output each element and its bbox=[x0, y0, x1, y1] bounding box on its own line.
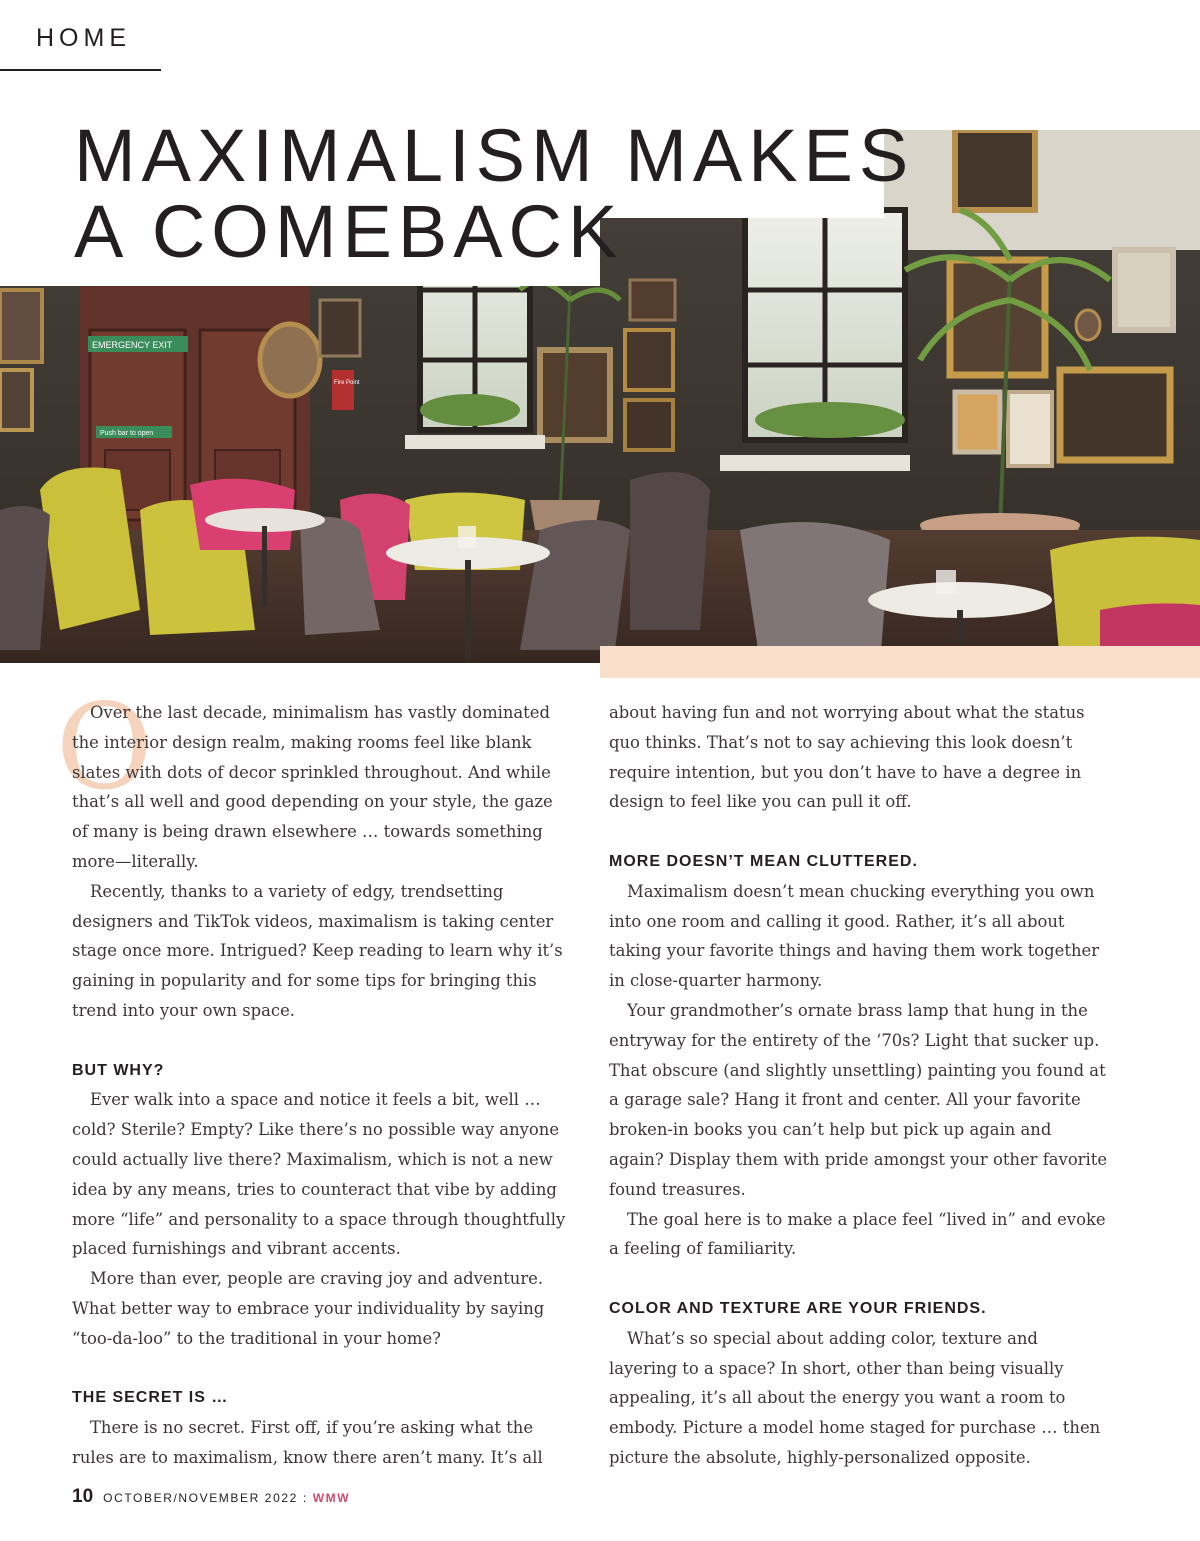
exit-sign-text: EMERGENCY EXIT bbox=[92, 340, 173, 350]
publication-brand: WMW bbox=[312, 1491, 351, 1505]
intro-paragraph-2: Recently, thanks to a variety of edgy, trendsetting designers and TikTok videos, maximalism is taking center stage once more. Intrigued? Keep reading to learn why it’s gaining in popularity and for some tips for bringing this trend into your own space. bbox=[72, 881, 563, 1020]
intro-paragraph-1: Over the last decade, minimalism has vastly dominated the interior design realm, making rooms feel like blank slates with dots of decor sprinkled throughout. And while that’s all well and good depending on your style, the gaze of many is being drawn elsewhere … towards something more—literally. bbox=[72, 703, 553, 871]
subhead-but-why: BUT WHY? bbox=[72, 1061, 165, 1079]
subhead-more-doesnt-mean-cluttered: MORE DOESN’T MEAN CLUTTERED. bbox=[609, 852, 918, 870]
secret-paragraph-continued: about having fun and not worrying about what the status quo thinks. That’s not to say achieving this look doesn’t require intention, but you don’t have to have a degree in design to feel like you can pull it off. bbox=[609, 703, 1085, 812]
cluttered-paragraph-1: Maximalism doesn’t mean chucking everything you own into one room and calling it good. Rather, it’s all about taking your favorite things and having them work together in close-quarter harmony. bbox=[609, 881, 1100, 991]
article-title bbox=[74, 114, 915, 273]
section-label: HOME bbox=[36, 24, 131, 52]
accent-band bbox=[600, 646, 1200, 678]
page-footer bbox=[72, 1486, 350, 1508]
color-texture-paragraph-1: What’s so special about adding color, texture and layering to a space? In short, other than being visually appealing, it’s all about the energy you want a room to embody. Picture a model home staged for purchase … then picture the absolute, highly-personalized opposite. bbox=[609, 1328, 1101, 1467]
subhead-the-secret: THE SECRET IS … bbox=[72, 1389, 229, 1407]
page-number: 10 bbox=[72, 1486, 94, 1507]
drop-cap: O bbox=[56, 678, 153, 816]
but-why-paragraph-2: More than ever, people are craving joy and adventure. What better way to embrace your individuality by saying “too-da-loo” to the traditional in your home? bbox=[72, 1269, 545, 1348]
issue-date: OCTOBER/NOVEMBER 2022 : bbox=[103, 1491, 313, 1505]
cluttered-paragraph-2: Your grandmother’s ornate brass lamp that hung in the entryway for the entirety of the ‘70s? Light that sucker up. That obscure (and slightly unsettling) painting you found at a garage sale? Hang it front and center. All your favorite broken-in books you can’t help but pick up again and again? Display them with pride amongst your other favorite found treasures. bbox=[609, 1000, 1108, 1199]
text-column-left bbox=[72, 698, 572, 1473]
secret-paragraph-start: There is no secret. First off, if you’re asking what the rules are to maximalism, know there aren’t many. It’s all bbox=[72, 1418, 543, 1467]
text-column-right bbox=[609, 698, 1109, 1473]
door-sign-text: Push bar to open bbox=[100, 430, 154, 437]
subhead-color-and-texture: COLOR AND TEXTURE ARE YOUR FRIENDS. bbox=[609, 1299, 987, 1317]
title-line-1: MAXIMALISM MAKES bbox=[74, 114, 915, 197]
title-line-2: A COMEBACK bbox=[74, 190, 624, 273]
cluttered-paragraph-3: The goal here is to make a place feel “lived in” and evoke a feeling of familiarity. bbox=[609, 1209, 1106, 1259]
but-why-paragraph-1: Ever walk into a space and notice it feels a bit, well … cold? Sterile? Empty? Like there’s no possible way anyone could actually live there? Maximalism, which is not a new idea by any means, tries to counteract that vibe by adding more “life” and personality to a space through thoughtfully placed furnishings and vibrant accents. bbox=[72, 1090, 566, 1259]
section-rule bbox=[0, 69, 161, 71]
fire-sign-text: Fire Point bbox=[334, 380, 360, 386]
